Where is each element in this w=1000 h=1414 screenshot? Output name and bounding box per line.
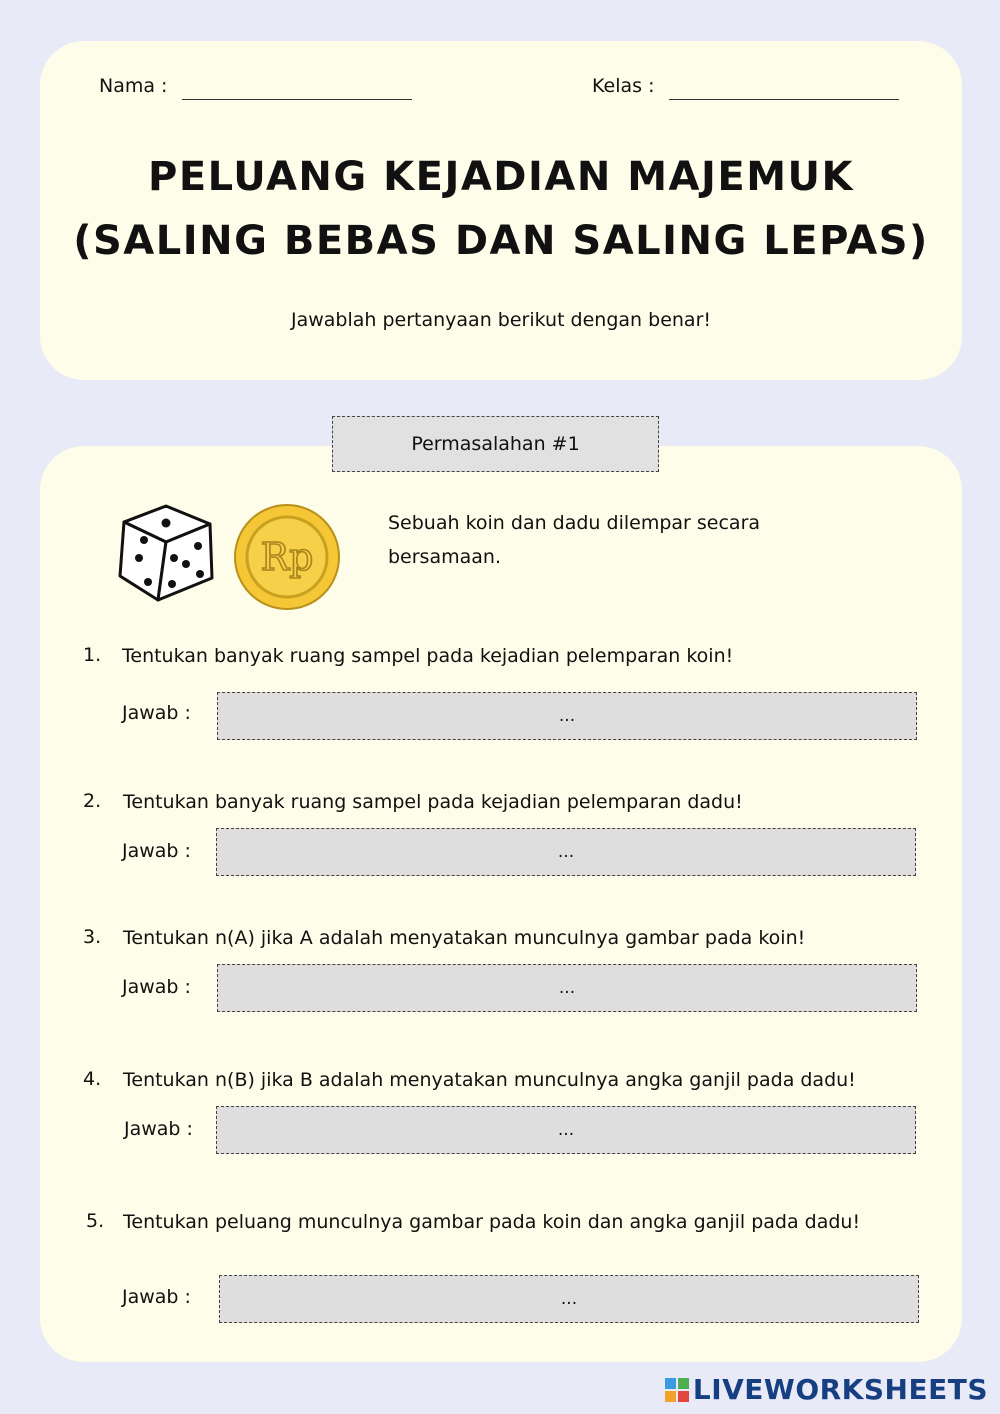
liveworksheets-watermark — [665, 1373, 988, 1406]
question-5-text: Tentukan peluang munculnya gambar pada koin dan angka ganjil pada dadu! — [123, 1211, 861, 1233]
question-3-text: Tentukan n(A) jika A adalah menyatakan munculnya gambar pada koin! — [123, 927, 806, 949]
instruction-text: Jawablah pertanyaan berikut dengan benar! — [290, 309, 712, 331]
liveworksheets-logo-icon — [665, 1378, 689, 1402]
question-2-number: 2. — [83, 790, 102, 812]
question-2-answer-label: Jawab : — [122, 840, 191, 862]
watermark-text: LIVEWORKSHEETS — [692, 1373, 988, 1406]
problem-description: Sebuah koin dan dadu dilempar secara bersamaan. — [388, 512, 761, 568]
header-card — [40, 41, 962, 380]
coin-icon — [232, 502, 342, 612]
question-5-answer-box[interactable]: ... — [219, 1275, 919, 1323]
title-line-1: PELUANG KEJADIAN MAJEMUK — [148, 154, 854, 200]
page-title — [40, 145, 962, 273]
main-card — [40, 446, 962, 1362]
question-3-answer-box[interactable]: ... — [217, 964, 917, 1012]
name-label: Nama : — [99, 75, 168, 97]
dice-icon — [114, 502, 218, 606]
question-1-answer-box[interactable]: ... — [217, 692, 917, 740]
question-5-number: 5. — [86, 1210, 105, 1232]
question-2-answer-box[interactable]: ... — [216, 828, 916, 876]
question-2-text: Tentukan banyak ruang sampel pada kejadian pelemparan dadu! — [123, 791, 743, 813]
question-4-number: 4. — [83, 1068, 102, 1090]
question-3-answer-label: Jawab : — [122, 976, 191, 998]
question-4-answer-box[interactable]: ... — [216, 1106, 916, 1154]
question-5-answer-label: Jawab : — [122, 1286, 191, 1308]
question-1-text: Tentukan banyak ruang sampel pada kejadian pelemparan koin! — [122, 645, 734, 667]
title-line-2: (SALING BEBAS DAN SALING LEPAS) — [73, 218, 929, 264]
question-1-number: 1. — [83, 644, 102, 666]
coin-label: Rp — [260, 535, 314, 579]
class-label: Kelas : — [592, 75, 655, 97]
problem-tab: Permasalahan #1 — [332, 416, 659, 472]
question-1-answer-label: Jawab : — [122, 702, 191, 724]
class-field-line[interactable] — [669, 99, 899, 100]
name-field-line[interactable] — [182, 99, 412, 100]
question-4-text: Tentukan n(B) jika B adalah menyatakan munculnya angka ganjil pada dadu! — [123, 1069, 856, 1091]
question-4-answer-label: Jawab : — [124, 1118, 193, 1140]
question-3-number: 3. — [83, 926, 102, 948]
